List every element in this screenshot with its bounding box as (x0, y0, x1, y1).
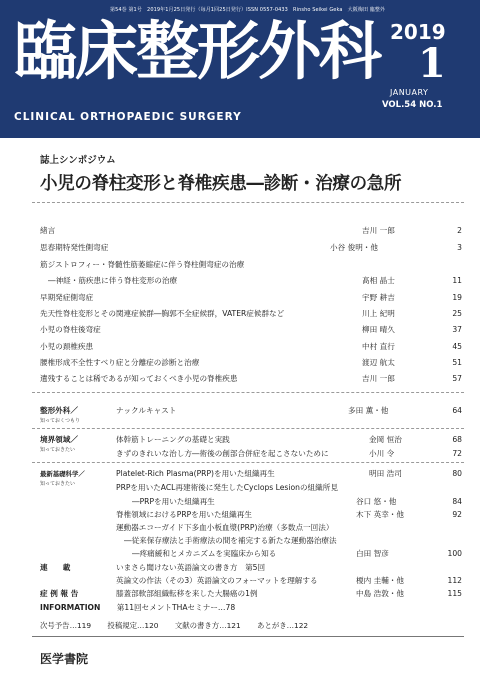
category-saishin-sub: 知っておきたい (40, 481, 76, 487)
toc-row[interactable] (40, 373, 462, 385)
toc-title: 筋ジストロフィー・脊髄性筋萎縮症に伴う脊柱側弯症の治療 (40, 260, 245, 269)
toc-title: 小児の頚椎疾患 (40, 342, 94, 351)
divider (32, 428, 464, 429)
toc-title[interactable]: きずのきれいな治し方―術後の創部合併症を起こさないために (116, 449, 329, 458)
toc-page: 25 (452, 309, 462, 318)
toc-title: 早期発症側弯症 (40, 293, 94, 302)
toc-subtitle: ―従来保存療法と手術療法の間を補完する新たな運動器治療法 (124, 536, 337, 545)
category-shorei: 症 例 報 告 (40, 589, 79, 598)
toc-page: 11 (452, 276, 462, 285)
toc-title: 腰椎形成不全性すべり症と分離症の診断と治療 (40, 358, 200, 367)
toc-page: 112 (447, 576, 462, 585)
toc-subtitle: ―PRPを用いた組織再生 (132, 497, 215, 506)
toc-title[interactable]: Platelet-Rich Plasma(PRP)を用いた組織再生 (116, 469, 275, 478)
toc-page: 37 (452, 325, 462, 334)
toc-title: 思春期特発性側弯症 (40, 243, 109, 252)
toc-author: 榎内 圭輔・他 (356, 576, 404, 585)
toc-author: 金岡 恒治 (369, 435, 402, 444)
misc-item[interactable]: 文献の書き方…121 (174, 621, 241, 630)
toc-page: 2 (457, 226, 462, 235)
misc-item[interactable]: 次号予告…119 (40, 621, 92, 630)
issue-info-line: 第54巻 第1号 2019年1月25日発行（毎月1回25日発行）ISSN 0557-0433 Rinsho Seikei Geka 大阪梅田 臨整外 (110, 7, 386, 13)
toc-row[interactable] (40, 292, 462, 304)
toc-page: 45 (452, 342, 462, 351)
toc-author: 吉川 一郎 (362, 226, 395, 235)
toc-author: 宇野 耕吉 (362, 293, 395, 302)
toc-row[interactable] (40, 275, 462, 287)
category-kyokai: 境界領域／ (40, 435, 78, 444)
misc-item[interactable]: 投稿規定…120 (107, 621, 159, 630)
journal-title-en: CLINICAL ORTHOPAEDIC SURGERY (14, 111, 242, 123)
toc-title[interactable]: いまさら聞けない英語論文の書き方 第5回 (116, 563, 266, 572)
misc-links (40, 620, 308, 631)
toc-title[interactable]: 英論文の作法（その3）英語論文のフォーマットを理解する (116, 576, 318, 585)
toc-subtitle: ―疼痛緩和とメカニズムを実臨床から知る (132, 549, 277, 558)
toc-title[interactable]: 体幹筋トレーニングの基礎と実践 (116, 435, 230, 444)
toc-subtitle: ―神経・筋疾患に伴う脊柱変形の治療 (48, 276, 178, 285)
toc-page: 72 (452, 449, 462, 458)
toc-title: 小児の脊柱後弯症 (40, 325, 101, 334)
volume-number: VOL.54 NO.1 (382, 100, 443, 110)
toc-row[interactable] (40, 324, 462, 336)
publisher-name: 医学書院 (40, 652, 89, 666)
toc-page: 64 (452, 406, 462, 415)
divider (32, 202, 464, 203)
toc-author: 明田 浩司 (369, 469, 402, 478)
toc-row[interactable] (40, 259, 462, 271)
toc-page: 80 (452, 469, 462, 478)
toc-page: 92 (452, 510, 462, 519)
divider (32, 392, 464, 393)
toc-title[interactable]: PRPを用いたACL再建術後に発生したCyclops Lesionの組織所見 (116, 483, 338, 492)
toc-page: 19 (452, 293, 462, 302)
toc-author: 白田 智彦 (356, 549, 389, 558)
toc-row[interactable] (40, 242, 462, 254)
issue-year: 2019 (390, 20, 446, 44)
toc-author: 柳田 晴久 (362, 325, 395, 334)
divider (32, 636, 464, 637)
issue-number: 1 (418, 40, 446, 87)
information-text: 第11回セメントTHAセミナー…78 (116, 603, 236, 612)
toc-title[interactable]: 膝蓋部軟部組織転移を来した大腸癌の1例 (116, 589, 258, 598)
toc-row[interactable] (40, 308, 462, 320)
toc-title[interactable]: 運動器エコーガイド下多血小板血漿(PRP)治療（多数点一回法） (116, 523, 334, 532)
toc-page: 3 (457, 243, 462, 252)
information-label: INFORMATION (40, 603, 101, 612)
journal-header (0, 0, 480, 138)
toc-row[interactable] (40, 225, 462, 237)
toc-page: 84 (452, 497, 462, 506)
toc-page: 100 (447, 549, 462, 558)
toc-row[interactable] (40, 357, 462, 369)
toc-author: 川上 紀明 (362, 309, 395, 318)
toc-page: 57 (452, 374, 462, 383)
toc-page: 115 (447, 589, 462, 598)
toc-author: 渡辺 航太 (362, 358, 395, 367)
misc-item[interactable]: あとがき…122 (257, 621, 309, 630)
toc-title[interactable]: 脊椎領域におけるPRPを用いた組織再生 (116, 510, 252, 519)
toc-author: 谷口 悠・他 (356, 497, 397, 506)
category-saishin: 最新基礎科学／ (40, 470, 85, 478)
information-line (40, 602, 235, 613)
toc-page: 51 (452, 358, 462, 367)
toc-page: 68 (452, 435, 462, 444)
category-seikei: 整形外科／ (40, 406, 78, 415)
toc-author: 小川 令 (369, 449, 395, 458)
toc-author: 中島 浩敦・他 (356, 589, 404, 598)
category-seikei-sub: 知っておくつもり (40, 418, 81, 424)
toc-title[interactable]: ナックルキャスト (116, 406, 177, 415)
toc-author: 多田 薫・他 (348, 406, 389, 415)
category-renzai: 連 載 (40, 563, 71, 572)
toc-author: 中村 直行 (362, 342, 395, 351)
toc-author: 木下 英幸・他 (356, 510, 404, 519)
toc-author: 髙相 晶士 (362, 276, 395, 285)
toc-title: 先天性脊柱変形とその関連症候群―胸郭不全症候群，VATER症候群など (40, 309, 285, 318)
issue-month: JANUARY (390, 88, 429, 97)
toc-author: 吉川 一郎 (362, 374, 395, 383)
symposium-label: 誌上シンポジウム (40, 155, 116, 166)
category-kyokai-sub: 知っておきたい (40, 447, 76, 453)
toc-title: 緒言 (40, 226, 56, 235)
journal-title: 臨床整形外科 (14, 14, 380, 88)
toc-title: 遺残することは稀であるが知っておくべき小児の脊椎疾患 (40, 374, 238, 383)
toc-author: 小谷 俊明・他 (330, 243, 378, 252)
toc-row[interactable] (40, 341, 462, 353)
symposium-title: 小児の脊柱変形と脊椎疾患―診断・治療の急所 (40, 174, 402, 194)
divider (32, 462, 464, 463)
